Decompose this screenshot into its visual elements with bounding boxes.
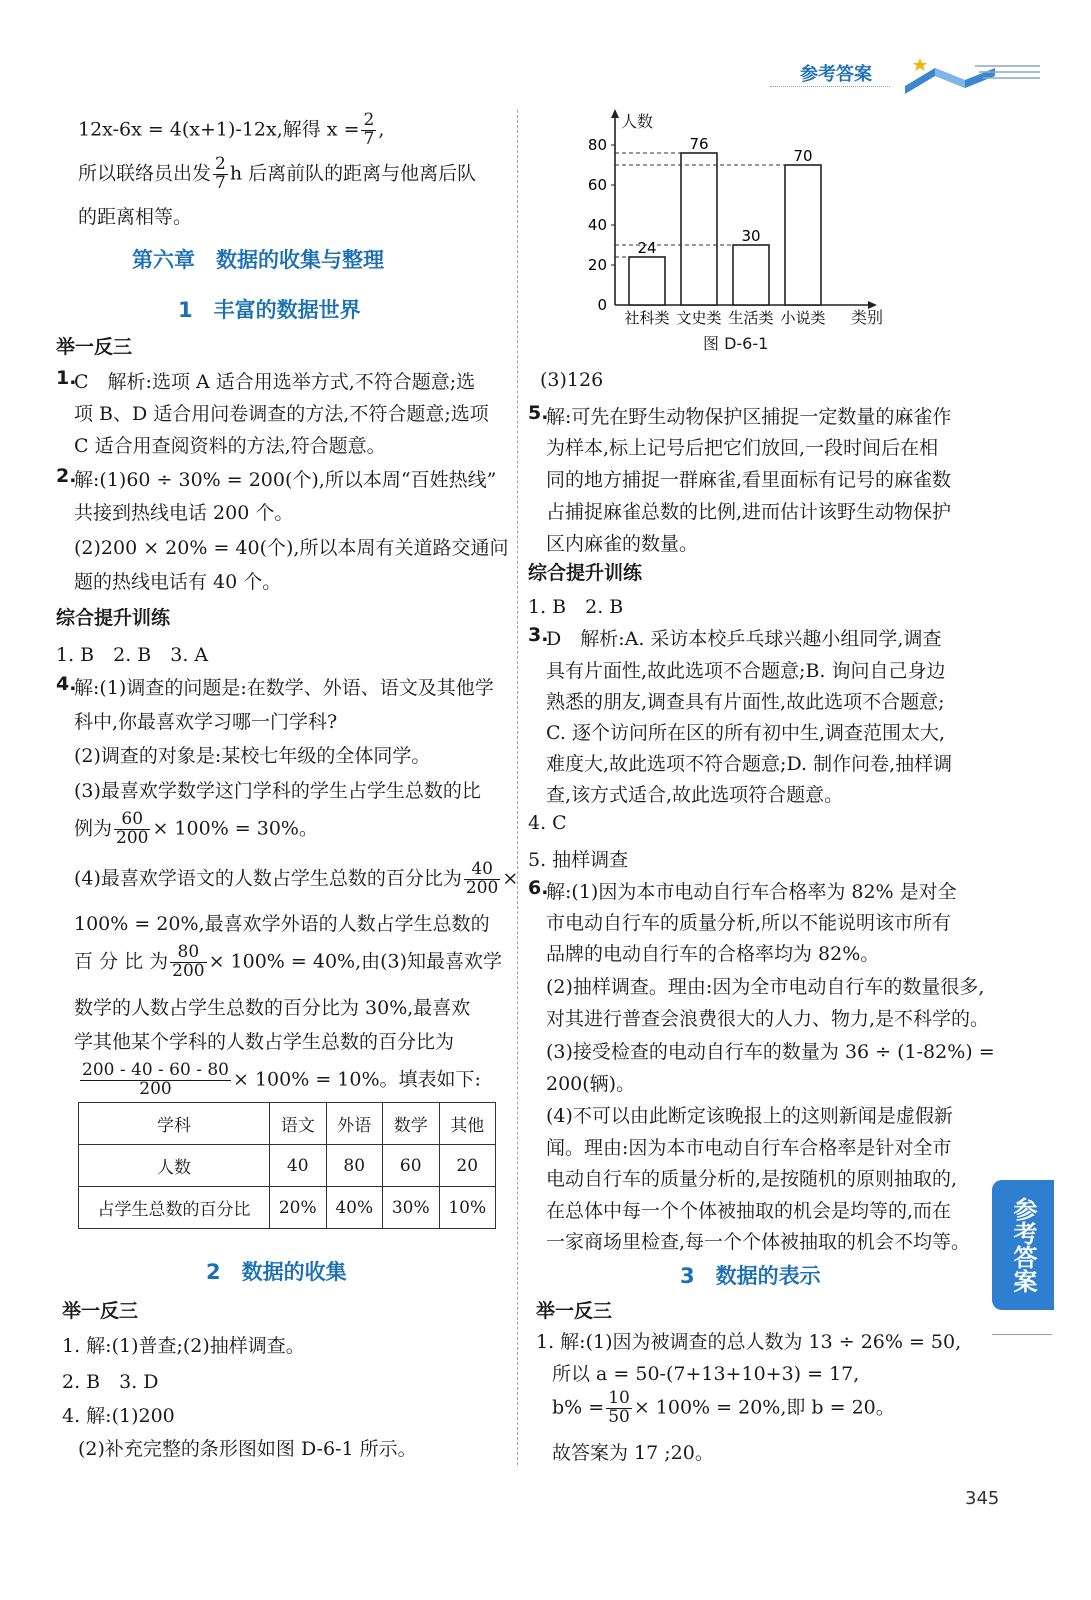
text-line: 同的地方捕捉一群麻雀,看里面标有记号的麻雀数: [546, 469, 952, 491]
text-line: 解:(1)60 ÷ 30% = 200(个),所以本周“百姓热线”: [74, 469, 497, 491]
text-line: 为样本,标上记号后把它们放回,一段时间后在相: [546, 437, 939, 459]
text-line: (4)不可以由此断定该晚报上的这则新闻是虚假新: [546, 1105, 953, 1127]
line-equation: 12x-6x = 4(x+1)-12x,解得 x = $\frac{2}{7}$ ,: [78, 110, 385, 149]
section-title: 2 数据的收集: [206, 1260, 347, 1284]
table-header: 其他: [439, 1103, 496, 1145]
text-line: (2)200 × 20% = 40(个),所以本周有关道路交通问: [74, 537, 509, 559]
y-axis-label: 人数: [621, 112, 654, 131]
text-line: 5. 抽样调查: [528, 849, 629, 871]
header-rule: [770, 86, 890, 87]
header-label: 参考答案: [800, 64, 872, 85]
text-line: 2. B 3. D: [62, 1371, 159, 1393]
subheading: 举一反三: [536, 1300, 613, 1322]
table-header: 语文: [270, 1103, 327, 1145]
text-line: 解:可先在野生动物保护区捕捉一定数量的麻雀作: [546, 406, 952, 428]
text-line: 电动自行车的质量分析的,是按随机的原则抽取的,: [546, 1168, 958, 1190]
subheading: 举一反三: [56, 336, 133, 358]
table-cell: 占学生总数的百分比: [79, 1187, 270, 1229]
text-line: 的距离相等。: [78, 206, 193, 228]
subject-table: [78, 1102, 496, 1229]
text-line: (2)调查的对象是:某校七年级的全体同学。: [74, 745, 431, 767]
bar: [629, 257, 665, 305]
bar-value-label: 76: [689, 135, 709, 153]
question-number: 5.: [528, 402, 549, 424]
chart-caption: 图 D-6-1: [703, 334, 769, 353]
table-header: 学科: [79, 1103, 270, 1145]
text-line: (3)接受检查的电动自行车的数量为 36 ÷ (1-82%) =: [546, 1041, 995, 1063]
tab-rule: [992, 1334, 1052, 1335]
text-line: 数学的人数占学生总数的百分比为 30%,最喜欢: [74, 997, 471, 1019]
text-line: 解:(1)调查的问题是:在数学、外语、语文及其他学: [74, 677, 494, 699]
table-cell: 10%: [439, 1187, 496, 1229]
x-tick-label: 生活类: [728, 309, 774, 327]
line-fraction: $\frac{200 - 40 - 60 - 80}{200}$ × 100% = 10%。填表如下:: [82, 1060, 481, 1099]
text-line: 熟悉的朋友,调查具有片面性,故此选项不合题意;: [546, 691, 945, 713]
y-tick-label: 60: [587, 176, 607, 194]
bar-value-label: 30: [741, 227, 761, 245]
question-number: 2.: [56, 465, 77, 487]
text-line: 1. 解:(1)普查;(2)抽样调查。: [62, 1335, 305, 1357]
y-tick-label: 20: [587, 256, 607, 274]
section-title: 3 数据的表示: [680, 1264, 821, 1288]
bar-value-label: 24: [637, 239, 657, 257]
text-line: 对其进行普查会浪费很大的人力、物力,是不科学的。: [546, 1008, 990, 1030]
text-line: 一家商场里检查,每一个个体被抽取的机会不均等。: [546, 1231, 971, 1253]
text-line: C 解析:选项 A 适合用选举方式,不符合题意;选: [74, 371, 476, 393]
subheading: 综合提升训练: [528, 562, 643, 584]
table-cell: 20: [439, 1145, 496, 1187]
text-line: 闻。理由:因为本市电动自行车合格率是针对全市: [546, 1137, 952, 1159]
question-number: 4.: [56, 673, 77, 695]
question-number: 3.: [528, 624, 549, 646]
x-tick-label: 小说类: [780, 309, 826, 327]
chapter-title: 第六章 数据的收集与整理: [132, 248, 384, 272]
table-row: [79, 1145, 496, 1187]
table-cell: 30%: [383, 1187, 440, 1229]
text-line: 区内麻雀的数量。: [546, 533, 699, 555]
text-line: 4. 解:(1)200: [62, 1405, 175, 1427]
table-row: [79, 1187, 496, 1229]
text-line: 在总体中每一个个体被抽取的机会是均等的,而在: [546, 1200, 952, 1222]
text-line: 1. B 2. B: [528, 596, 624, 618]
side-tab[interactable]: 参考答案: [992, 1180, 1054, 1310]
text-line: 1. B 2. B 3. A: [56, 644, 209, 666]
table-cell: 60: [383, 1145, 440, 1187]
text-line: 故答案为 17 ;20。: [552, 1442, 714, 1464]
section-title: 1 丰富的数据世界: [178, 298, 361, 322]
text-line: 科中,你最喜欢学习哪一门学科?: [74, 711, 338, 733]
text-line: 占捕捉麻雀总数的比例,进而估计该野生动物保护: [546, 501, 952, 523]
text-line: 所以 a = 50-(7+13+10+3) = 17,: [552, 1363, 860, 1385]
bar: [785, 165, 821, 305]
text-line: 共接到热线电话 200 个。: [74, 502, 294, 524]
text-line: 市电动自行车的质量分析,所以不能说明该市所有: [546, 912, 952, 934]
text-line: C 适合用查阅资料的方法,符合题意。: [74, 435, 386, 457]
text-line: 解:(1)因为本市电动自行车合格率为 82% 是对全: [546, 881, 957, 903]
line-fraction: (4)最喜欢学语文的人数占学生总数的百分比为 $\frac{40}{200}$ ×: [74, 859, 519, 898]
table-cell: 40%: [326, 1187, 383, 1229]
bar: [733, 245, 769, 305]
subheading: 举一反三: [62, 1300, 139, 1322]
table-cell: 80: [326, 1145, 383, 1187]
text-line: C. 逐个访问所在区的所有初中生,调查范围太大,: [546, 722, 946, 744]
text-line: 题的热线电话有 40 个。: [74, 571, 282, 593]
book-icon: [895, 48, 1045, 98]
line-conclusion: 所以联络员出发 $\frac{2}{7}$ h 后离前队的距离与他离后队: [78, 154, 477, 193]
text-line: 品牌的电动自行车的合格率均为 82%。: [546, 943, 880, 965]
table-header: 数学: [383, 1103, 440, 1145]
text-line: (3)126: [540, 369, 604, 391]
text-line: 1. 解:(1)因为被调查的总人数为 13 ÷ 26% = 50,: [536, 1331, 962, 1353]
text-line: 项 B、D 适合用问卷调查的方法,不符合题意;选项: [74, 403, 489, 425]
table-row: [79, 1103, 496, 1145]
x-tick-label: 社科类: [624, 309, 670, 327]
text-line: 100% = 20%,最喜欢学外语的人数占学生总数的: [74, 913, 490, 935]
subheading: 综合提升训练: [56, 607, 171, 629]
x-tick-label: 文史类: [676, 309, 722, 327]
page-number: 345: [965, 1488, 1000, 1509]
table-header: 外语: [326, 1103, 383, 1145]
text-line: 4. C: [528, 812, 567, 834]
text-line: (2)补充完整的条形图如图 D-6-1 所示。: [78, 1438, 417, 1460]
text-line: (3)最喜欢学数学这门学科的学生占学生总数的比: [74, 780, 481, 802]
text-line: 难度大,故此选项不符合题意;D. 制作问卷,抽样调: [546, 753, 953, 775]
text-line: 200(辆)。: [546, 1073, 636, 1095]
bar: [681, 153, 717, 305]
table-cell: 人数: [79, 1145, 270, 1187]
table-cell: 40: [270, 1145, 327, 1187]
line-fraction: 例为 $\frac{60}{200}$ × 100% = 30%。: [74, 809, 318, 848]
y-tick-label: 0: [597, 296, 607, 314]
text-line: D 解析:A. 采访本校乒乓球兴趣小组同学,调查: [546, 628, 942, 650]
bar-value-label: 70: [793, 147, 813, 165]
y-axis-arrow: [611, 109, 619, 118]
question-number: 6.: [528, 877, 549, 899]
x-axis-label: 类别: [851, 308, 884, 327]
column-divider: [517, 110, 518, 1465]
line-fraction: 百 分 比 为 $\frac{80}{200}$ × 100% = 40%,由(3)知最喜欢学: [74, 942, 503, 981]
bar-chart: [585, 105, 905, 360]
text-line: 查,该方式适合,故此选项符合题意。: [546, 784, 844, 806]
text-line: 具有片面性,故此选项不合题意;B. 询问自己身边: [546, 660, 946, 682]
y-tick-label: 80: [587, 136, 607, 154]
y-tick-label: 40: [587, 216, 607, 234]
text-line: 学其他某个学科的人数占学生总数的百分比为: [74, 1031, 455, 1053]
text-line: (2)抽样调查。理由:因为全市电动自行车的数量很多,: [546, 976, 985, 998]
table-cell: 20%: [270, 1187, 327, 1229]
line-fraction: b% = $\frac{10}{50}$ × 100% = 20%,即 b = 20。: [552, 1388, 895, 1427]
question-number: 1.: [56, 367, 77, 389]
